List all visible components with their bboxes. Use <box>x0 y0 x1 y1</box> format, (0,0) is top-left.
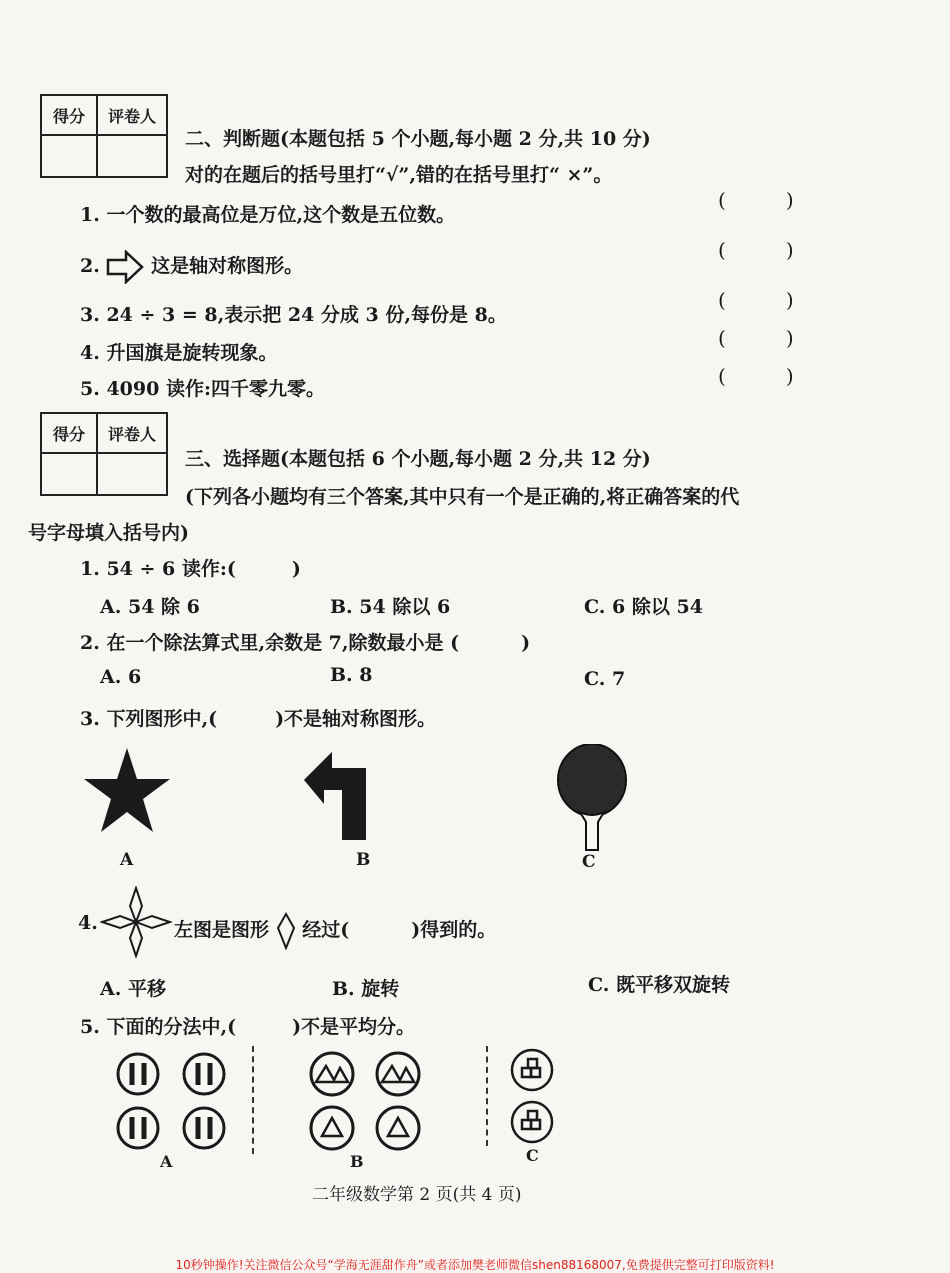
judge-item-4: 4. 升国旗是旋转现象。 <box>80 342 278 364</box>
answer-blank-4[interactable]: ( ) <box>718 326 794 350</box>
score-label: 得分 <box>41 413 97 453</box>
q4-option-c[interactable]: C. 既平移双旋转 <box>588 974 731 996</box>
divider-a-b <box>252 1046 254 1154</box>
q1-option-b[interactable]: B. 54 除以 6 <box>330 596 451 618</box>
q2-option-a[interactable]: A. 6 <box>100 666 142 688</box>
q2-stem: 2. 在一个除法算式里,余数是 7,除数最小是 ( ) <box>80 632 531 654</box>
q5-label-a: A <box>160 1152 173 1171</box>
score-cell[interactable] <box>41 135 97 177</box>
section3-title: 三、选择题(本题包括 6 个小题,每小题 2 分,共 12 分) <box>185 448 651 470</box>
judge-item-1: 1. 一个数的最高位是万位,这个数是五位数。 <box>80 204 456 226</box>
score-box-section3 <box>40 412 168 496</box>
q4-num: 4. <box>78 912 98 934</box>
judge-item-5: 5. 4090 读作:四千零九零。 <box>80 378 325 400</box>
reviewer-cell[interactable] <box>97 453 167 495</box>
judge-item-2-text: 这是轴对称图形。 <box>151 255 304 277</box>
section2-title: 二、判断题(本题包括 5 个小题,每小题 2 分,共 10 分) <box>185 128 651 150</box>
q5-group-b[interactable] <box>308 1050 428 1154</box>
q3-label-b: B <box>356 850 371 870</box>
q2-option-b[interactable]: B. 8 <box>330 664 373 686</box>
q5-stem: 5. 下面的分法中,( )不是平均分。 <box>80 1016 416 1038</box>
divider-b-c <box>486 1046 488 1146</box>
answer-blank-3[interactable]: ( ) <box>718 288 794 312</box>
q3-label-c: C <box>582 852 596 872</box>
answer-blank-1[interactable]: ( ) <box>718 188 794 212</box>
answer-blank-5[interactable]: ( ) <box>718 364 794 388</box>
petal-shape-icon <box>276 912 296 950</box>
q1-option-c[interactable]: C. 6 除以 54 <box>584 596 703 618</box>
judge-item-2-num: 2. <box>80 255 100 277</box>
four-petal-flower-icon <box>100 886 172 958</box>
q5-label-c: C <box>526 1146 539 1165</box>
page-footer: 二年级数学第 2 页(共 4 页) <box>312 1185 522 1205</box>
judge-item-2 <box>80 250 303 284</box>
q5-group-a[interactable] <box>114 1050 234 1154</box>
reviewer-label: 评卷人 <box>97 413 167 453</box>
q3-label-a: A <box>120 850 134 870</box>
score-box-section2 <box>40 94 168 178</box>
q4-option-a[interactable]: A. 平移 <box>100 978 166 1000</box>
ping-pong-paddle-icon[interactable] <box>552 744 632 852</box>
q4-option-b[interactable]: B. 旋转 <box>332 978 400 1000</box>
promo-banner: 10秒钟操作!关注微信公众号“学海无涯甜作舟”或者添加樊老师微信shen88168007,免费提供完整可打印版资料! <box>175 1258 775 1272</box>
star-icon[interactable] <box>82 746 172 836</box>
q5-group-c[interactable] <box>510 1046 558 1148</box>
judge-item-3: 3. 24 ÷ 3 = 8,表示把 24 分成 3 份,每份是 8。 <box>80 304 507 326</box>
turn-left-arrow-icon[interactable] <box>302 750 374 842</box>
q1-option-a[interactable]: A. 54 除 6 <box>100 596 200 618</box>
answer-blank-2[interactable]: ( ) <box>718 238 794 262</box>
q4-text: 左图是图形 经过( )得到的。 <box>174 912 496 950</box>
section2-instruction: 对的在题后的括号里打“√”,错的在括号里打“ ×”。 <box>185 164 613 186</box>
score-label: 得分 <box>41 95 97 135</box>
reviewer-label: 评卷人 <box>97 95 167 135</box>
section3-instruction-2: 号字母填入括号内) <box>28 522 189 544</box>
score-cell[interactable] <box>41 453 97 495</box>
reviewer-cell[interactable] <box>97 135 167 177</box>
q3-stem: 3. 下列图形中,( )不是轴对称图形。 <box>80 708 437 730</box>
section3-instruction-1: (下列各小题均有三个答案,其中只有一个是正确的,将正确答案的代 <box>185 486 740 508</box>
q2-option-c[interactable]: C. 7 <box>584 668 626 690</box>
q5-label-b: B <box>350 1152 364 1171</box>
q1-stem: 1. 54 ÷ 6 读作:( ) <box>80 558 301 580</box>
right-arrow-outline-icon <box>106 250 144 284</box>
